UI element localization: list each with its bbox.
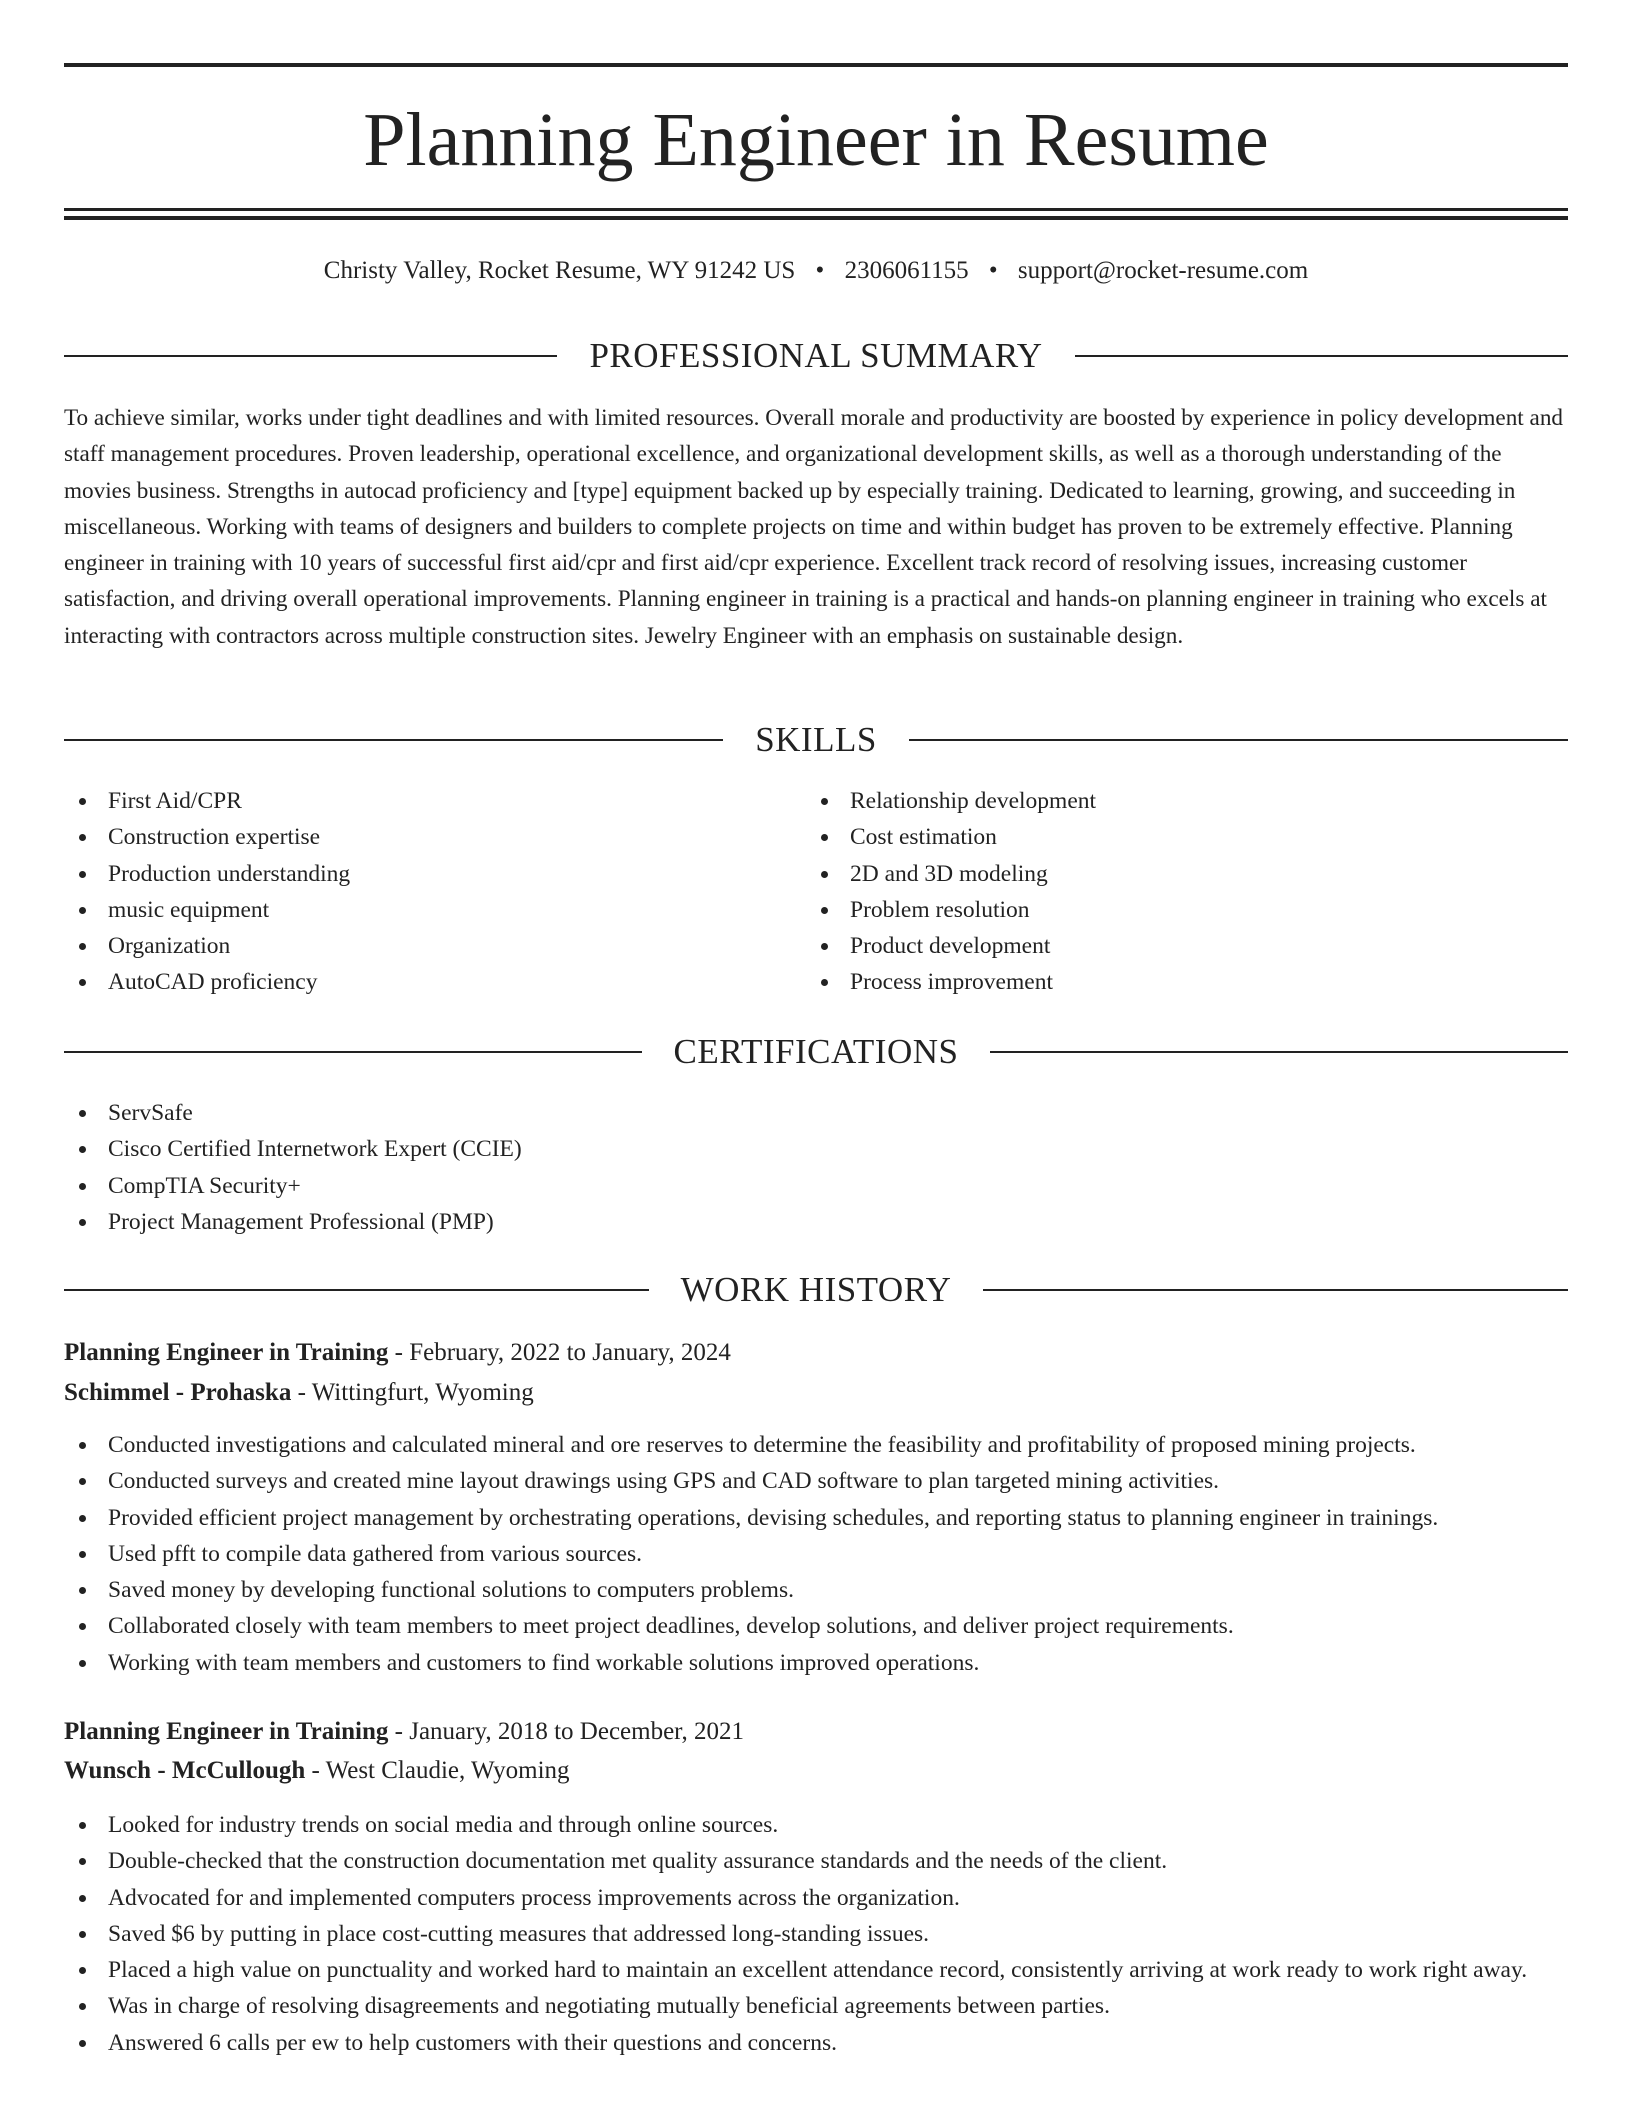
contact-phone: 2306061155 [844, 257, 969, 284]
summary-text: To achieve similar, works under tight deadlines and with limited resources. Overall morale and productivity are boosted by experience in policy development and staff management procedures. Proven leadership, operational excellence, and organizational development skills, as well as a thorough understanding of the movies business. Strengths in autocad proficiency and [type] equipment backed up by especially training. Dedicated to learning, growing, and succeeding in miscellaneous. Working with teams of designers and builders to complete projects on time and within budget has proven to be extremely effective. Planning engineer in training with 10 years of successful first aid/cpr and first aid/cpr experience. Excellent track record of resolving issues, increasing customer satisfaction, and driving overall operational improvements. Planning engineer in training is a practical and hands-on planning engineer in training who excels at interacting with contractors across multiple construction sites. Jewelry Engineer with an emphasis on sustainable design. [64, 405, 1564, 649]
job-bullets [64, 1807, 1568, 2061]
contact-address: Christy Valley, Rocket Resume, WY 91242 US [323, 257, 796, 284]
heading-rule-right [990, 1051, 1568, 1053]
certification-item: Project Management Professional (PMP) [64, 1204, 1568, 1240]
skill-item: Production understanding [64, 856, 804, 892]
job-bullet: Conducted surveys and created mine layout drawings using GPS and CAD software to plan targeted mining activities. [64, 1463, 1568, 1499]
job-title-line [64, 1335, 1568, 1371]
skill-item: Construction expertise [64, 819, 804, 855]
contact-separator: • [815, 257, 825, 284]
job-bullet: Conducted investigations and calculated mineral and ore reserves to determine the feasibility and profitability of proposed mining projects. [64, 1427, 1568, 1463]
skills-list-left [64, 783, 804, 1001]
job-bullet: Placed a high value on punctuality and worked hard to maintain an excellent attendance record, consistently arriving at work ready to work right away. [64, 1952, 1568, 1988]
certification-item: ServSafe [64, 1095, 1568, 1131]
section-title: CERTIFICATIONS [673, 1032, 959, 1071]
skill-item: Product development [806, 928, 1546, 964]
section-title: SKILLS [755, 720, 877, 759]
skills-list-right [806, 783, 1546, 1001]
skill-item: Process improvement [806, 964, 1546, 1000]
contact-email: support@rocket-resume.com [1017, 257, 1309, 284]
summary-heading [64, 336, 1568, 376]
job-dates: - January, 2018 to December, 2021 [388, 1718, 745, 1745]
heading-rule-right [983, 1289, 1568, 1291]
job-title: Planning Engineer in Training [64, 1339, 389, 1366]
skill-item: Relationship development [806, 783, 1546, 819]
job-bullet: Working with team members and customers to find workable solutions improved operations. [64, 1645, 1568, 1681]
skill-item: Organization [64, 928, 804, 964]
job-company-line [64, 1753, 1568, 1789]
job-dates: - February, 2022 to January, 2024 [388, 1339, 731, 1366]
job-bullet: Saved money by developing functional solutions to computers problems. [64, 1572, 1568, 1608]
job-title-line [64, 1714, 1568, 1750]
job-bullet: Double-checked that the construction documentation met quality assurance standards and the needs of the client. [64, 1843, 1568, 1879]
job-location: - Wittingfurt, Wyoming [291, 1379, 534, 1406]
contact-line [64, 254, 1568, 288]
certifications-list [64, 1095, 1568, 1240]
skill-item: music equipment [64, 892, 804, 928]
job-company: Schimmel - Prohaska [64, 1379, 292, 1406]
skill-item: AutoCAD proficiency [64, 964, 804, 1000]
section-title: WORK HISTORY [680, 1270, 952, 1309]
job-bullet: Advocated for and implemented computers process improvements across the organization. [64, 1880, 1568, 1916]
job-bullet: Saved $6 by putting in place cost-cutting measures that addressed long-standing issues. [64, 1916, 1568, 1952]
job-bullet: Was in charge of resolving disagreements and negotiating mutually beneficial agreements between parties. [64, 1988, 1568, 2024]
header-double-rule [64, 208, 1568, 220]
job-company-line [64, 1375, 1568, 1411]
heading-rule-left [64, 1289, 649, 1291]
contact-separator: • [988, 257, 998, 284]
skill-item: 2D and 3D modeling [806, 856, 1546, 892]
heading-rule-right [909, 739, 1568, 741]
top-rule [64, 63, 1568, 67]
heading-rule-right [1075, 355, 1568, 357]
job-bullet: Collaborated closely with team members to meet project deadlines, develop solutions, and deliver project requirements. [64, 1608, 1568, 1644]
resume-name: Planning Engineer in Resume [363, 98, 1269, 182]
skill-item: Cost estimation [806, 819, 1546, 855]
heading-rule-left [64, 355, 557, 357]
certifications-heading [64, 1032, 1568, 1072]
heading-rule-left [64, 739, 723, 741]
skill-item: First Aid/CPR [64, 783, 804, 819]
section-title: PROFESSIONAL SUMMARY [589, 336, 1043, 375]
job-bullet: Looked for industry trends on social media and through online sources. [64, 1807, 1568, 1843]
certification-item: CompTIA Security+ [64, 1168, 1568, 1204]
job-title: Planning Engineer in Training [64, 1718, 389, 1745]
job-company: Wunsch - McCullough [64, 1757, 306, 1784]
job-location: - West Claudie, Wyoming [305, 1757, 570, 1784]
job-bullets [64, 1427, 1568, 1681]
job-bullet: Provided efficient project management by orchestrating operations, devising schedules, and reporting status to planning engineer in trainings. [64, 1500, 1568, 1536]
skill-item: Problem resolution [806, 892, 1546, 928]
skills-heading [64, 720, 1568, 760]
job-bullet: Answered 6 calls per ew to help customers with their questions and concerns. [64, 2025, 1568, 2061]
certification-item: Cisco Certified Internetwork Expert (CCIE) [64, 1131, 1568, 1167]
work-history-heading [64, 1270, 1568, 1310]
job-bullet: Used pfft to compile data gathered from various sources. [64, 1536, 1568, 1572]
heading-rule-left [64, 1051, 642, 1053]
